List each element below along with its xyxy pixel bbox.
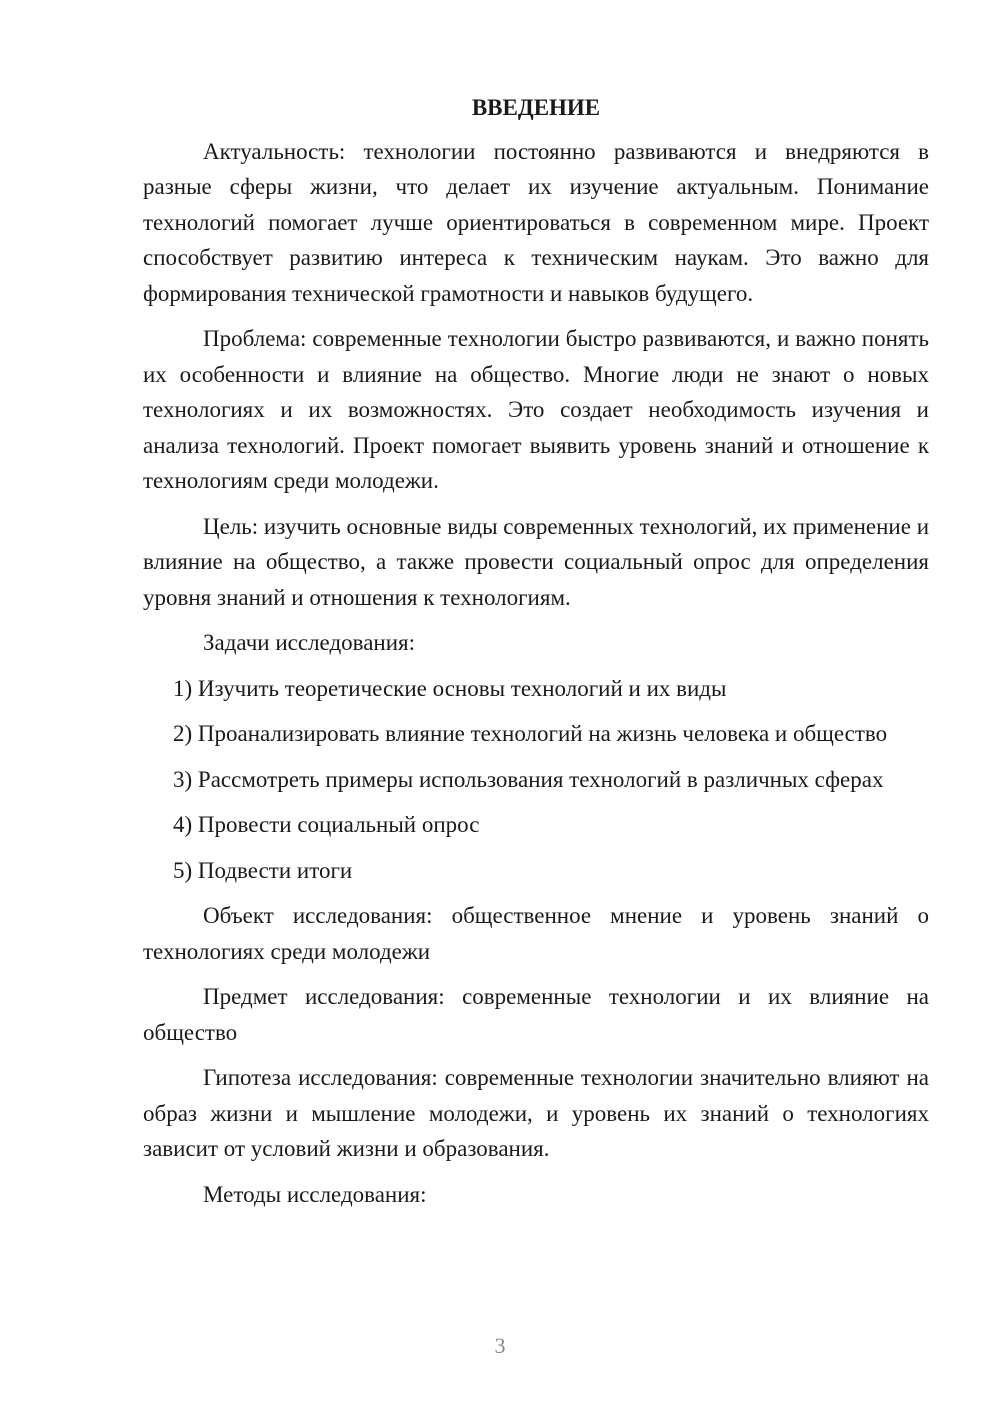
task-item-1: 1) Изучить теоретические основы технологий и их виды [173, 675, 727, 701]
task-item-2: 2) Проанализировать влияние технологий на жизнь человека и общество [173, 721, 888, 746]
page-number: 3 [494, 1333, 506, 1358]
object-paragraph: Объект исследования: общественное мнение и уровень знаний о технологиях среди молодежи [143, 903, 929, 964]
hypothesis-paragraph: Гипотеза исследования: современные технологии значительно влияют на образ жизни и мышление молодежи, и уровень их знаний о технологиях зависит от условий жизни и образования. [143, 1065, 929, 1161]
document-page [143, 90, 929, 1222]
task-item-5: 5) Подвести итоги [173, 857, 353, 883]
goal-paragraph: Цель: изучить основные виды современных технологий, их применение и влияние на общество, а также провести социальный опрос для определения уровня знаний и отношения к технологиям. [143, 513, 929, 610]
relevance-paragraph: Актуальность: технологии постоянно развиваются и внедряются в разные сферы жизни, что делает их изучение актуальным. Понимание технологий помогает лучше ориентироваться в современном мире. Проект способствует развитию интереса к техническим наукам. Это важно для формирования технической грамотности и навыков будущего. [143, 138, 929, 306]
methods-heading: Методы исследования: [203, 1181, 427, 1207]
task-item-3: 3) Рассмотреть примеры использования технологий в различных сферах [173, 766, 884, 792]
problem-paragraph: Проблема: современные технологии быстро развиваются, и важно понять их особенности и влияние на общество. Многие люди не знают о новых технологиях и их возможностях. Это создает необходимость изучения и анализа технологий. Проект помогает выявить уровень знаний и отношение к технологиям среди молодежи. [143, 326, 929, 493]
subject-paragraph: Предмет исследования: современные технологии и их влияние на общество [143, 984, 929, 1045]
tasks-heading: Задачи исследования: [203, 630, 416, 655]
section-title: ВВЕДЕНИЕ [471, 95, 601, 120]
task-item-4: 4) Провести социальный опрос [173, 812, 480, 837]
